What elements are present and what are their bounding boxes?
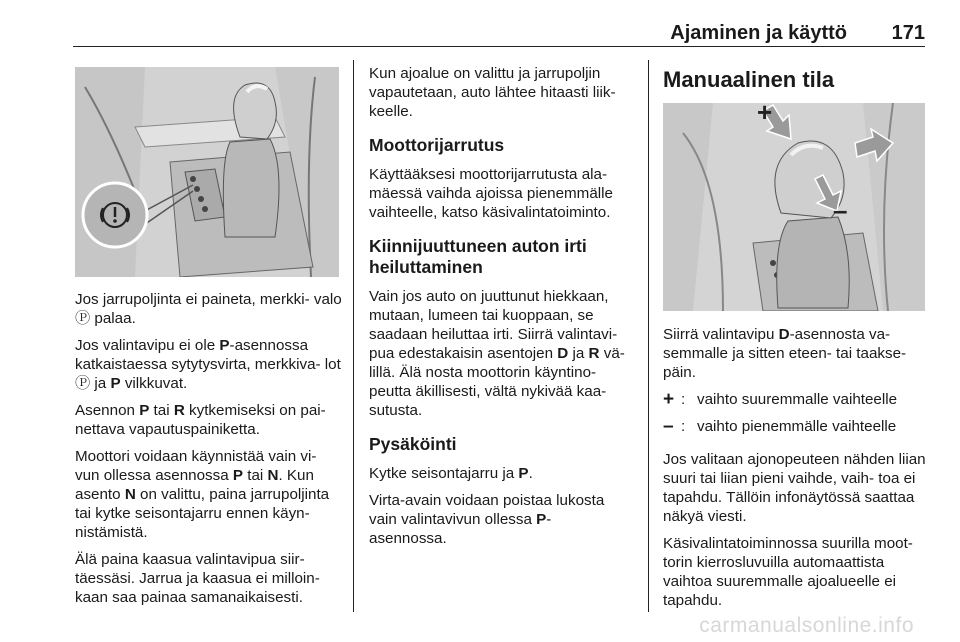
paragraph: Asennon P tai R kytkemiseksi on pai- nettava vapautuspainiketta. bbox=[75, 402, 326, 438]
manual-shift-illustration bbox=[663, 103, 925, 311]
paragraph: Moottori voidaan käynnistää vain vi- vun ollessa asennossa P tai N. Kun asento N on valittu, paina jarrupoljinta tai kytke seisontajarru ennen käyn- nistämistä. bbox=[75, 448, 330, 541]
column-divider-right bbox=[648, 60, 649, 612]
heading-engine-brake: Moottorijarrutus bbox=[369, 135, 505, 155]
minus-icon: – bbox=[663, 416, 674, 437]
column-divider-left bbox=[353, 60, 354, 612]
paragraph: Käyttääksesi moottorijarrutusta ala- mäessä vaihda ajoissa pienemmälle vaihteelle, katso käsivalintatoiminto. bbox=[369, 166, 613, 221]
legend-minus-row: – : vaihto pienemmälle vaihteelle bbox=[663, 416, 897, 437]
paragraph: Kytke seisontajarru ja P. bbox=[369, 465, 533, 482]
middle-column bbox=[369, 64, 633, 556]
paragraph: Kun ajoalue on valittu ja jarrupoljin vapautetaan, auto lähtee hitaasti liik- keelle. bbox=[369, 65, 616, 120]
figure-plus-label: + bbox=[757, 103, 773, 127]
paragraph: Siirrä valintavipu D-asennosta va- semmalle ja sitten eteen- tai taakse- päin. bbox=[663, 326, 907, 381]
paragraph: Jos valitaan ajonopeuteen nähden liian suuri tai liian pieni vaihde, vaih- toa ei tapahdu. Tällöin infonäytössä saattaa näkyä viesti. bbox=[663, 451, 926, 525]
legend-plus-row: + : vaihto suuremmalle vaihteelle bbox=[663, 389, 898, 410]
heading-stuck-vehicle: Kiinnijuuttuneen auton irti heiluttaminen bbox=[369, 236, 587, 277]
paragraph: Jos valintavipu ei ole P-asennossa katkaistaessa sytytysvirta, merkkiva- lot Ⓟ ja P vilkkuvat. bbox=[75, 337, 341, 392]
manual-mode-figure bbox=[663, 103, 925, 311]
heading-manual-mode: Manuaalinen tila bbox=[663, 67, 835, 92]
heading-parking: Pysäköinti bbox=[369, 434, 457, 454]
paragraph: Älä paina kaasua valintavipua siir- täessäsi. Jarrua ja kaasua ei milloin- kaan saa painaa samanaikaisesti. bbox=[75, 551, 320, 606]
legend-minus-text: vaihto pienemmälle vaihteelle bbox=[697, 418, 897, 435]
gear-selector-illustration bbox=[75, 67, 339, 277]
left-column bbox=[75, 290, 343, 615]
page-header bbox=[73, 22, 925, 47]
page-number: 171 bbox=[891, 22, 925, 44]
right-column bbox=[663, 60, 925, 103]
gear-selector-figure bbox=[75, 67, 339, 277]
legend-plus-text: vaihto suuremmalle vaihteelle bbox=[697, 391, 898, 408]
section-title: Ajaminen ja käyttö bbox=[670, 22, 847, 44]
paragraph: Jos jarrupoljinta ei paineta, merkki- valo Ⓟ palaa. bbox=[75, 291, 342, 327]
paragraph: Käsivalintatoiminnossa suurilla moot- torin kierrosluvuilla automaattista vaihtoa suuremmalle ajoalueelle ei tapahdu. bbox=[663, 535, 913, 609]
right-column-body bbox=[663, 325, 929, 618]
paragraph: Virta-avain voidaan poistaa lukosta vain valintavivun ollessa P- asennossa. bbox=[369, 492, 605, 547]
figure-minus-label: – bbox=[833, 195, 848, 225]
watermark: carmanualsonline.info bbox=[699, 614, 914, 637]
plus-icon: + bbox=[663, 389, 675, 410]
paragraph: Vain jos auto on juuttunut hiekkaan, mutaan, lumeen tai kuoppaan, se saadaan heiluttaa irti. Siirrä valintavi- pua edestakaisin asentojen D ja R vä- lillä. Älä nosta moottorin käyntino- peutta äkillisesti, vältä nykivää kaa- sutusta. bbox=[369, 288, 625, 419]
